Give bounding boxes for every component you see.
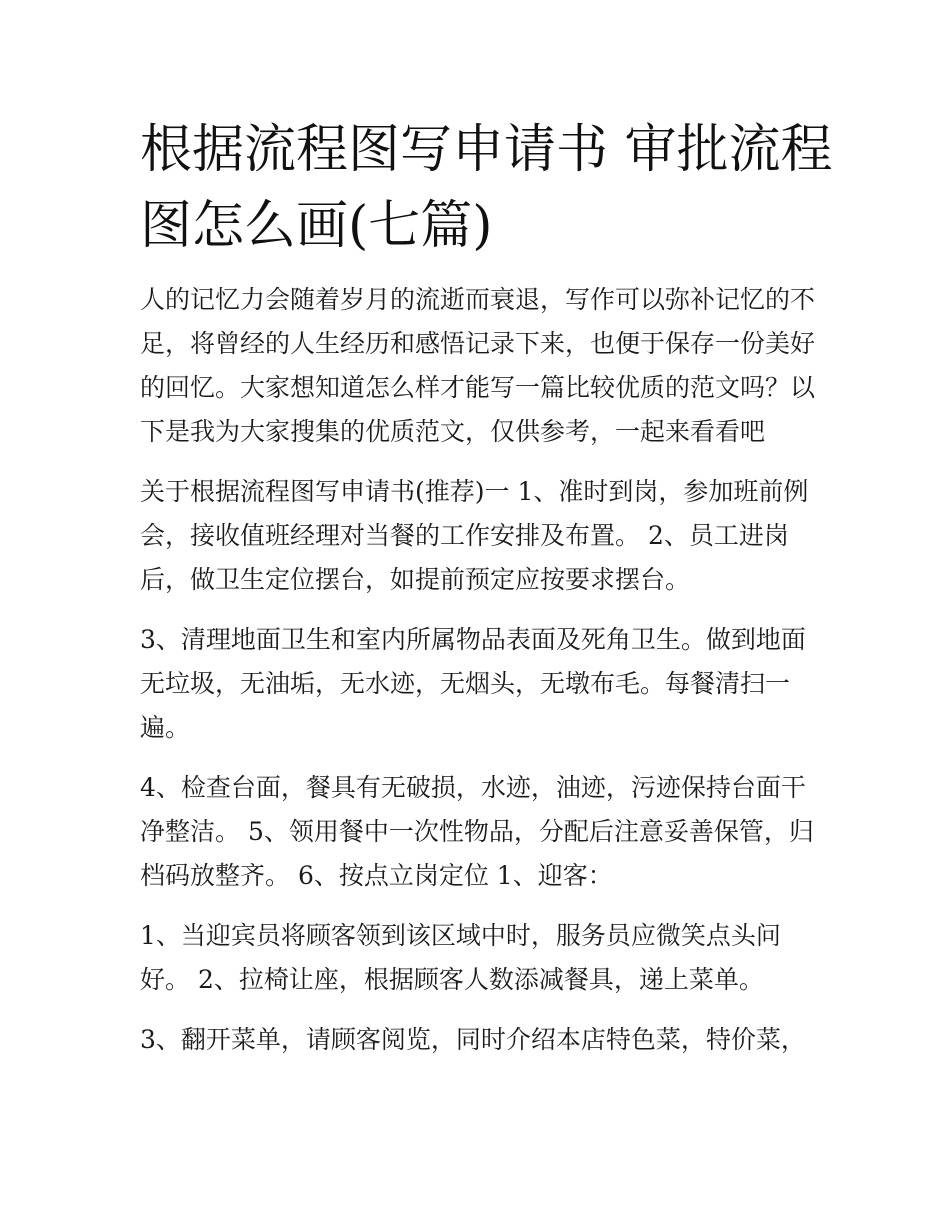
paragraph-step-4 [140,766,820,898]
text-line: 会，接收值班经理对当餐的工作安排及布置。 2、员工进岗 [140,521,789,550]
text-line: 关于根据流程图写申请书(推荐)一 1、准时到岗，参加班前例 [140,477,809,506]
text-line: 4、检查台面，餐具有无破损，水迹，油迹，污迹保持台面干 [140,773,806,802]
paragraph-step-3 [140,618,820,750]
title-line-2: 图怎么画(七篇) [140,196,493,256]
text-line: 3、翻开菜单，请顾客阅览，同时介绍本店特色菜，特价菜， [140,1025,806,1054]
document-title [140,112,833,264]
text-line: 3、清理地面卫生和室内所属物品表面及死角卫生。做到地面 [140,625,806,654]
text-line: 遍。 [140,713,191,742]
text-line: 好。 2、拉椅让座，根据顾客人数添减餐具，递上菜单。 [140,965,764,994]
paragraph-greeting [140,914,820,1002]
title-line-1: 根据流程图写申请书 审批流程 [140,120,833,180]
text-line: 净整洁。 5、领用餐中一次性物品，分配后注意妥善保管，归 [140,817,814,846]
text-line: 1、当迎宾员将顾客领到该区域中时，服务员应微笑点头问 [140,921,781,950]
document-body [140,278,820,1062]
text-line: 下是我为大家搜集的优质范文，仅供参考，一起来看看吧 [140,417,766,446]
text-line: 足，将曾经的人生经历和感悟记录下来，也便于保存一份美好 [140,329,816,358]
text-line: 人的记忆力会随着岁月的流逝而衰退，写作可以弥补记忆的不 [140,285,816,314]
text-line: 的回忆。大家想知道怎么样才能写一篇比较优质的范文吗？以 [140,373,816,402]
paragraph-section-1 [140,470,820,602]
paragraph-menu [140,1018,820,1062]
text-line: 无垃圾，无油垢，无水迹，无烟头，无墩布毛。每餐清扫一 [140,669,791,698]
text-line: 后，做卫生定位摆台，如提前预定应按要求摆台。 [140,565,691,594]
paragraph-intro [140,278,820,454]
text-line: 档码放整齐。 6、按点立岗定位 1、迎客： [140,861,613,890]
